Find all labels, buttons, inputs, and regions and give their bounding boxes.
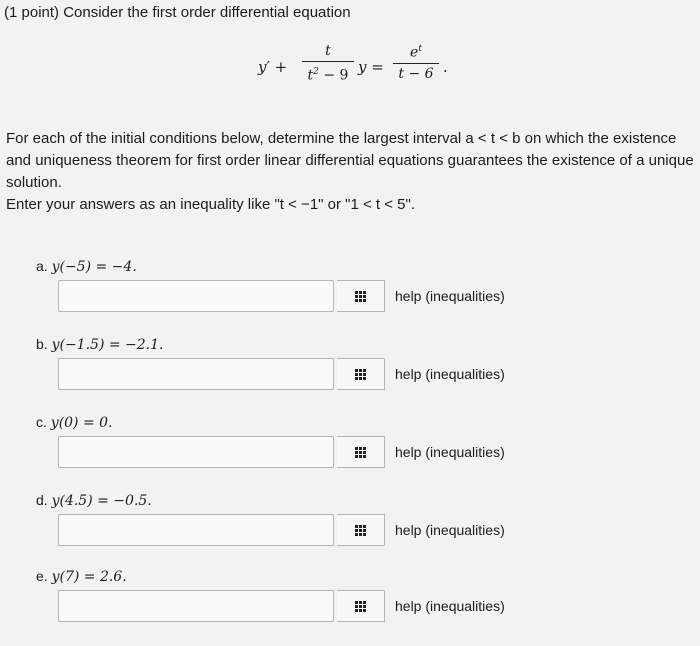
fraction-1-bar — [302, 61, 354, 62]
part-d-help-link[interactable]: help (inequalities) — [395, 522, 505, 538]
instructions-body: For each of the initial conditions below, determine the largest interval a < t < b on which the existence and uniqueness theorem for first order linear differential equations guarantees the existence of a unique solution. — [6, 130, 694, 191]
grid-icon — [355, 525, 366, 536]
equation-lhs: y′ + — [258, 58, 288, 76]
fraction-1-denominator: $t^2 - 9$ — [307, 67, 349, 84]
part-e-answer-input[interactable] — [58, 590, 334, 622]
fraction-2-bar — [393, 63, 439, 64]
part-d-label: d. y(4.5) = −0.5. — [36, 492, 152, 509]
instructions — [6, 128, 694, 216]
equation-fraction-1 — [302, 42, 354, 85]
part-e-label: e. y(7) = 2.6. — [36, 568, 127, 585]
part-b-palette-button[interactable] — [337, 358, 385, 390]
part-a-help-link[interactable]: help (inequalities) — [395, 288, 505, 304]
equation-fraction-2 — [393, 40, 439, 83]
part-a-palette-button[interactable] — [337, 280, 385, 312]
part-b-answer-input[interactable] — [58, 358, 334, 390]
part-c-palette-button[interactable] — [337, 436, 385, 468]
grid-icon — [355, 447, 366, 458]
grid-icon — [355, 291, 366, 302]
problem-header: (1 point) Consider the first order differential equation — [4, 4, 351, 21]
part-d-answer-input[interactable] — [58, 514, 334, 546]
part-e-help-link[interactable]: help (inequalities) — [395, 598, 505, 614]
grid-icon — [355, 601, 366, 612]
part-a-answer-input[interactable] — [58, 280, 334, 312]
equation-middle: y = — [358, 58, 384, 76]
part-c-help-link[interactable]: help (inequalities) — [395, 444, 505, 460]
part-b-label: b. y(−1.5) = −2.1. — [36, 336, 164, 353]
fraction-2-numerator: $e^t$ — [410, 44, 422, 61]
equation-end: . — [443, 58, 448, 76]
part-c-label: c. y(0) = 0. — [36, 414, 113, 431]
grid-icon — [355, 369, 366, 380]
instructions-format: Enter your answers as an inequality like "t < −1" or "1 < t < 5". — [6, 196, 416, 213]
part-e-palette-button[interactable] — [337, 590, 385, 622]
part-b-help-link[interactable]: help (inequalities) — [395, 366, 505, 382]
part-a-label: a. y(−5) = −4. — [36, 258, 137, 275]
fraction-2-denominator: t − 6 — [398, 65, 434, 82]
part-d-palette-button[interactable] — [337, 514, 385, 546]
fraction-1-numerator: t — [325, 43, 331, 59]
part-c-answer-input[interactable] — [58, 436, 334, 468]
